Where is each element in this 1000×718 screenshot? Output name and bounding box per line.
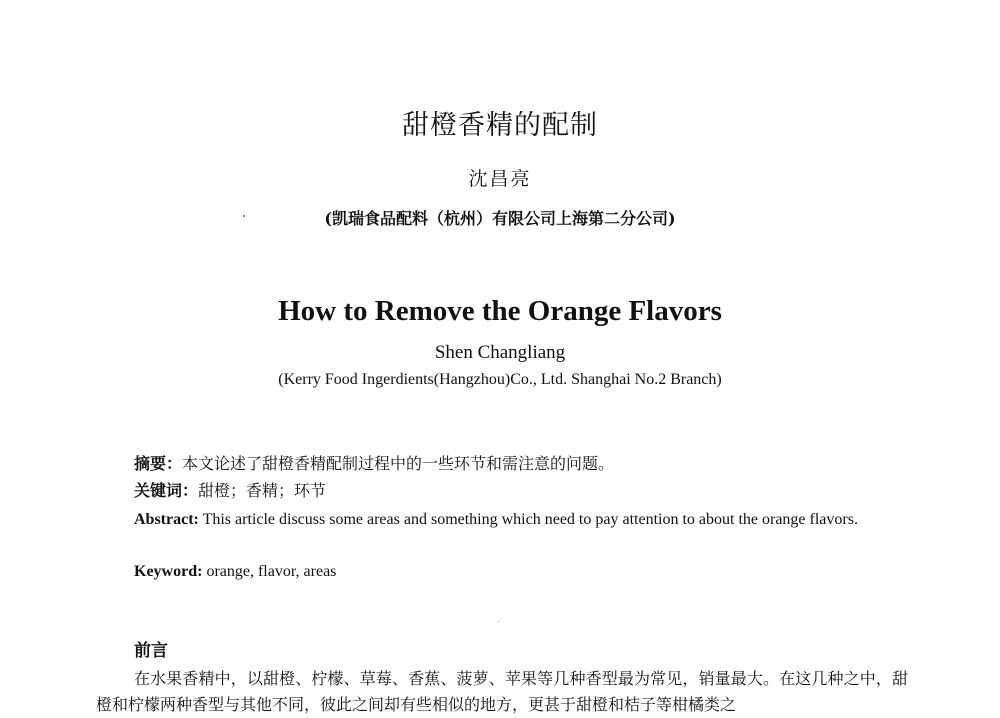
chinese-affiliation: (凯瑞食品配料（杭州）有限公司上海第二分公司): [324, 209, 676, 228]
english-keywords-label: Keyword:: [134, 563, 203, 580]
scan-speck: [243, 215, 245, 217]
english-keywords: [134, 560, 336, 584]
introduction-paragraph: 在水果香精中，以甜橙、柠檬、草莓、香蕉、菠萝、苹果等几种香型最为常见，销量最大。在这几种之中，甜橙和柠檬两种香型与其他不同，彼此之间却有些相似的地方，更甚于甜橙和桔子等柑橘类之: [96, 669, 908, 714]
english-keywords-text: orange, flavor, areas: [202, 563, 337, 580]
english-title: How to Remove the Orange Flavors: [278, 295, 722, 327]
chinese-keywords-text: 甜橙；香精；环节: [198, 481, 327, 500]
english-author: Shen Changliang: [434, 342, 566, 363]
english-abstract: [96, 507, 908, 533]
english-affiliation: (Kerry Food Ingerdients(Hangzhou)Co., Ltd. Shanghai No.2 Branch): [278, 371, 722, 388]
chinese-title: 甜橙香精的配制: [402, 110, 598, 141]
english-abstract-text: This article discuss some areas and something which need to pay attention to about the orange flavors.: [198, 511, 858, 528]
chinese-keywords-label: 关键词：: [134, 481, 199, 500]
chinese-abstract: [134, 452, 614, 476]
chinese-author: 沈昌亮: [468, 168, 532, 190]
english-abstract-label: Abstract:: [134, 511, 199, 528]
introduction-heading: 前言: [134, 641, 168, 661]
chinese-abstract-text: 本文论述了甜橙香精配制过程中的一些环节和需注意的问题。: [182, 454, 615, 473]
chinese-abstract-label: 摘要：: [134, 454, 183, 473]
chinese-keywords: [134, 479, 326, 503]
scan-speck: [498, 621, 499, 622]
